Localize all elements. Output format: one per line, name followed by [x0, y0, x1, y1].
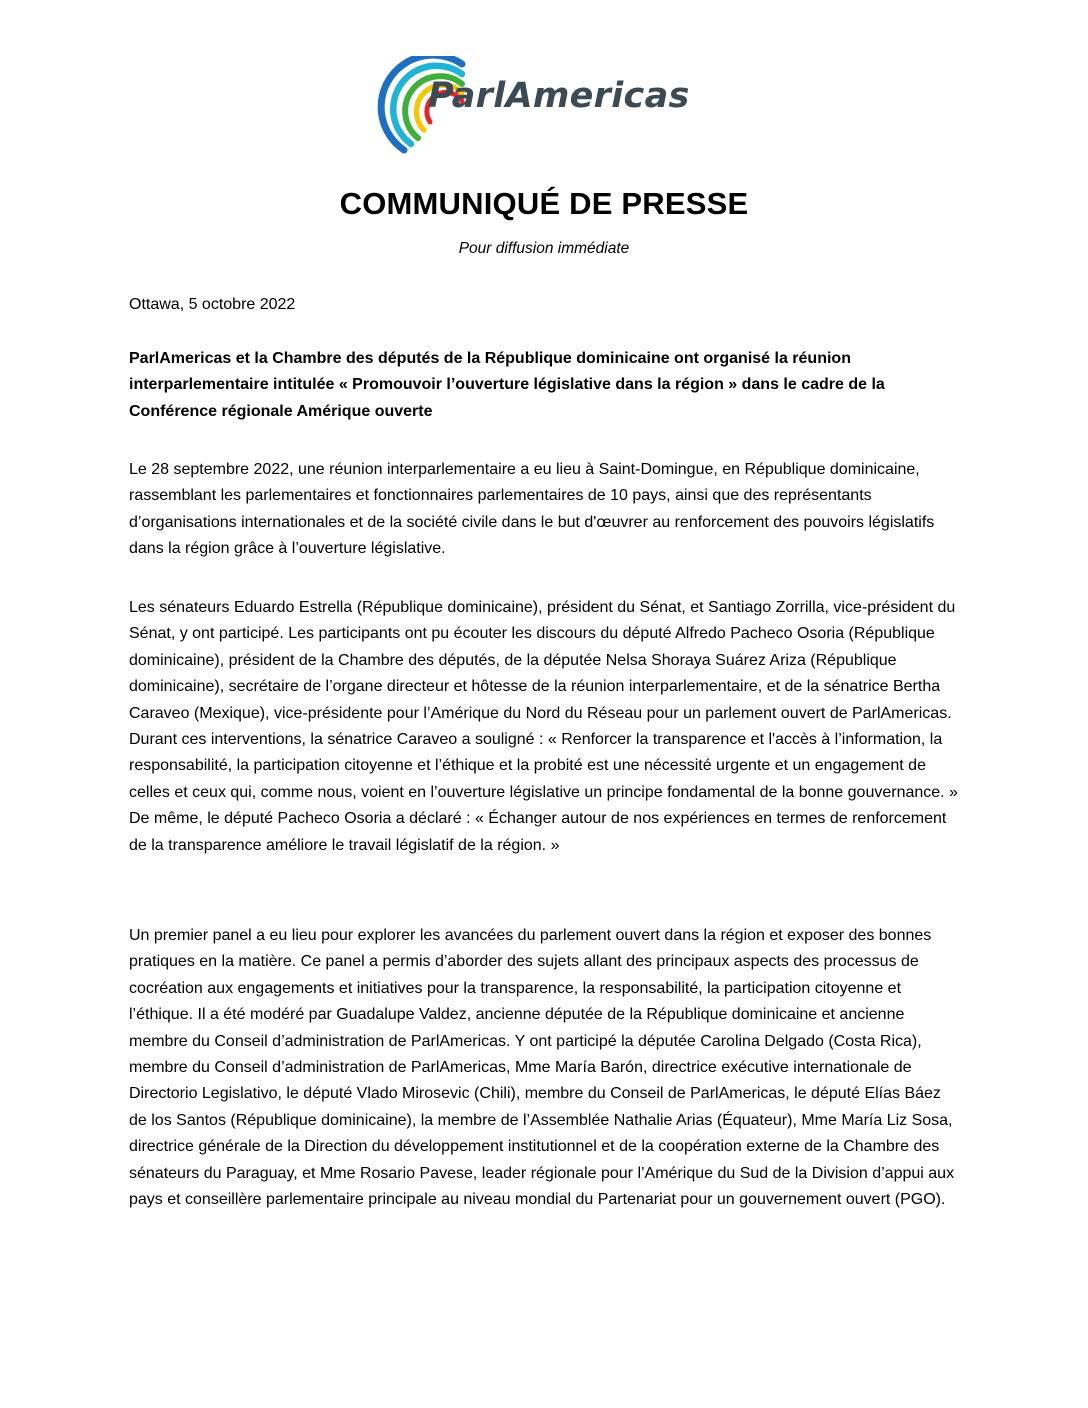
headline-text: ParlAmericas et la Chambre des députés de la République dominicaine ont organisé la réunion interparlementaire intitulée « Promouvoir l’ouverture législative dans la région » dans le cadre de la Conférence régionale Amérique ouverte	[129, 350, 885, 420]
body-paragraph-1	[129, 457, 959, 563]
parlamericas-logo	[362, 56, 734, 156]
dateline: Ottawa, 5 octobre 2022	[129, 296, 296, 313]
body-paragraph-2	[129, 595, 959, 859]
paragraph-text: Le 28 septembre 2022, une réunion interparlementaire a eu lieu à Saint-Domingue, en République dominicaine, rassemblant les parlementaires et fonctionnaires parlementaires de 10 pays, ainsi que des représentants d’organisations internationales et de la société civile dans le but d'œuvrer au renforcement des pouvoirs législatifs dans la région grâce à l’ouverture législative.	[129, 461, 935, 558]
headline	[129, 346, 959, 425]
paragraph-text: Les sénateurs Eduardo Estrella (République dominicaine), président du Sénat, et Santiago Zorrilla, vice-président du Sénat, y ont participé. Les participants ont pu écouter les discours du député Alfredo Pacheco Osoria (République dominicaine), président de la Chambre des députés, de la députée Nelsa Shoraya Suárez Ariza (République dominicaine), secrétaire de l’organe directeur et hôtesse de la réunion interparlementaire, et de la sénatrice Bertha Caraveo (Mexique), vice-présidente pour l’Amérique du Nord du Réseau pour un parlement ouvert de ParlAmericas. Durant ces interventions, la sénatrice Caraveo a souligné : « Renforcer la transparence et l'accès à l’information, la responsabilité, la participation citoyenne et l’éthique et la probité est une nécessité urgente et un engagement de celles et ceux qui, comme nous, voient en l’ouverture législative un principe fondamental de la bonne gouvernance. » De même, le député Pacheco Osoria a déclaré : « Échanger autour de nos expériences en termes de renforcement de la transparence améliore le travail législatif de la région. »	[129, 599, 958, 854]
paragraph-text: Un premier panel a eu lieu pour explorer les avancées du parlement ouvert dans la région et exposer des bonnes pratiques en la matière. Ce panel a permis d’aborder des sujets allant des principaux aspects des processus de cocréation aux engagements et initiatives pour la transparence, la responsabilité, la participation citoyenne et l’éthique. Il a été modéré par Guadalupe Valdez, ancienne députée de la République dominicaine et ancienne membre du Conseil d’administration de ParlAmericas. Y ont participé la députée Carolina Delgado (Costa Rica), membre du Conseil d’administration de ParlAmericas, Mme María Barón, directrice exécutive internationale de Directorio Legislativo, le député Vlado Mirosevic (Chili), membre du Conseil de ParlAmericas, le député Elías Báez de los Santos (République dominicaine), la membre de l’Assemblée Nathalie Arias (Équateur), Mme María Liz Sosa, directrice générale de la Direction du développement institutionnel et de la coopération externe de la Chambre des sénateurs du Paraguay, et Mme Rosario Pavese, leader régionale pour l’Amérique du Sud de la Division d’appui aux pays et conseillère parlementaire principale au niveau mondial du Partenariat pour un gouvernement ouvert (PGO).	[129, 927, 955, 1209]
release-subtitle: Pour diffusion immédiate	[458, 240, 630, 257]
body-paragraph-3	[129, 923, 959, 1213]
logo-wordmark: ParlAmericas	[428, 76, 690, 116]
page-title: COMMUNIQUÉ DE PRESSE	[339, 186, 749, 221]
